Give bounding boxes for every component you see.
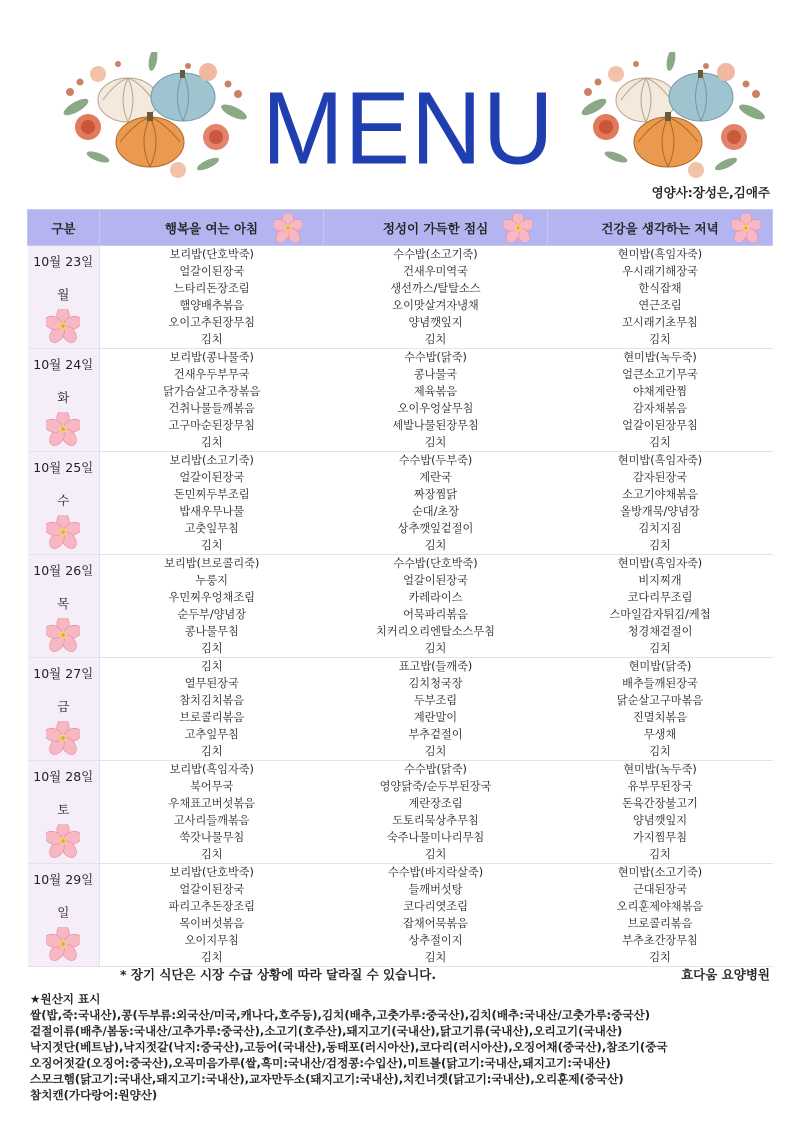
menu-item: 고사리들깨볶음 — [173, 814, 250, 827]
menu-item: 배추들깨된장국 — [622, 677, 698, 690]
lunch-cell — [324, 452, 548, 555]
menu-item: 돈민찌두부조림 — [173, 488, 250, 501]
menu-item: 북어무국 — [190, 780, 234, 793]
flower-icon — [732, 214, 760, 242]
menu-item: 고추잎무침 — [184, 728, 239, 741]
menu-item: 상추깻잎겉절이 — [397, 522, 474, 535]
dinner-list — [548, 555, 773, 657]
menu-table — [27, 209, 773, 967]
origin-line: 참치캔(가다랑어:원양산) — [30, 1088, 158, 1102]
menu-item: 김치 — [424, 745, 447, 758]
bouquet-right-icon — [576, 52, 768, 182]
day-date: 10월 26일 — [33, 563, 94, 578]
menu-item: 김치 — [649, 642, 671, 655]
menu-item: 감자채볶음 — [632, 402, 688, 415]
menu-item: 김치 — [424, 436, 447, 449]
menu-item: 김치 — [649, 745, 671, 758]
origin-line: 오징어젓갈(오징어:중국산),오곡미음가루(쌀,흑미:국내산/검정콩:수입산),미트볼(닭고기:국내산,돼지고기:국내산) — [30, 1056, 611, 1070]
origin-line: 겉절이류(배추/봄동:국내산/고추가루:중국산),소고기(호주산),돼지고기(국내산),닭고기류(국내산),오리고기(국내산) — [30, 1024, 623, 1038]
dinner-list — [548, 761, 773, 863]
menu-item: 얼갈이된장국 — [179, 265, 245, 278]
menu-item: 얼갈이된장국 — [403, 574, 468, 587]
dinner-header-label: 건강을 생각하는 저녁 — [601, 220, 719, 236]
menu-item: 김치 — [200, 660, 223, 673]
menu-item: 순두부/양념장 — [177, 608, 247, 621]
lunch-cell — [324, 246, 548, 349]
breakfast-cell — [100, 555, 324, 658]
menu-item: 진멸치볶음 — [632, 711, 688, 724]
menu-item: 브로콜리볶음 — [179, 711, 245, 724]
menu-item: 얼갈이된장무침 — [622, 419, 698, 432]
menu-item: 김치 — [649, 539, 671, 552]
menu-item: 수수밥(단호박죽) — [393, 557, 478, 570]
menu-item: 김치 — [649, 848, 671, 861]
menu-item: 꼬시래기초무침 — [622, 316, 698, 329]
menu-item: 보리밥(브로콜리죽) — [164, 557, 260, 570]
lunch-list — [324, 555, 548, 657]
menu-item: 느타리돈장조림 — [173, 282, 250, 295]
menu-item: 청경채겉절이 — [627, 625, 693, 638]
menu-item: 코다리엿조림 — [403, 900, 468, 913]
notice-text: * 장기 식단은 시장 수급 상황에 따라 달라질 수 있습니다. — [120, 967, 437, 982]
day-of-week: 목 — [57, 596, 70, 611]
menu-item: 비지찌개 — [638, 574, 682, 587]
menu-item: 김치청국장 — [408, 677, 463, 690]
breakfast-cell — [100, 864, 324, 967]
menu-item: 오이맛살겨자냉채 — [392, 299, 479, 312]
menu-item: 현미밥(녹두죽) — [623, 351, 697, 364]
dinner-list — [548, 658, 773, 760]
day-of-week: 일 — [57, 905, 70, 920]
day-date: 10월 29일 — [33, 872, 94, 887]
breakfast-list — [100, 246, 324, 348]
menu-item: 보리밥(단호박죽) — [169, 248, 254, 261]
lunch-cell — [324, 555, 548, 658]
lunch-cell — [324, 864, 548, 967]
menu-item: 카레라이스 — [408, 591, 463, 604]
day-row — [28, 658, 773, 761]
dinner-cell — [548, 246, 773, 349]
menu-item: 소고기야채볶음 — [622, 488, 698, 501]
menu-item: 김치 — [200, 848, 223, 861]
menu-item: 들깨버섯탕 — [408, 883, 463, 896]
menu-item: 잡채어묵볶음 — [403, 917, 468, 930]
menu-item: 수수밥(닭죽) — [404, 351, 467, 364]
day-cell — [28, 658, 100, 761]
breakfast-cell — [100, 452, 324, 555]
menu-item: 건취나물들깨볶음 — [168, 402, 255, 415]
menu-item: 가지찜무침 — [632, 831, 688, 844]
day-of-week: 수 — [57, 493, 70, 508]
flower-icon — [46, 927, 80, 961]
menu-item: 상추절이지 — [408, 934, 463, 947]
menu-item: 야채계란찜 — [632, 385, 688, 398]
menu-item: 건새우두부무국 — [173, 368, 250, 381]
menu-item: 계란말이 — [413, 711, 458, 724]
menu-item: 닭순살고구마볶음 — [616, 694, 704, 707]
menu-item: 보리밥(흑임자죽) — [169, 763, 254, 776]
lunch-header-label: 정성이 가득한 점심 — [382, 220, 489, 236]
origin-line: 낙지젓단(베트남),낙지젓갈(낙지:중국산),고등어(국내산),동태포(러시아산),코다리(러시아산),오징어채(중국산),참조기(중국 — [30, 1040, 668, 1054]
breakfast-header-label: 행복을 여는 아침 — [164, 220, 259, 236]
menu-item: 보리밥(단호박죽) — [169, 866, 254, 879]
breakfast-list — [100, 349, 324, 451]
flower-icon — [46, 824, 80, 858]
menu-item: 김치지짐 — [638, 522, 682, 535]
menu-item: 김치 — [200, 333, 223, 346]
menu-item: 콩나물무침 — [184, 625, 239, 638]
menu-item: 누룽지 — [195, 574, 228, 587]
menu-item: 현미밥(소고기죽) — [617, 866, 703, 879]
lunch-list — [324, 864, 548, 966]
menu-item: 김치 — [424, 951, 447, 964]
menu-item: 숙주나물미나리무침 — [386, 831, 485, 844]
breakfast-cell — [100, 658, 324, 761]
menu-item: 우채표고버섯볶음 — [168, 797, 255, 810]
flower-icon — [504, 214, 532, 242]
lunch-cell — [324, 658, 548, 761]
lunch-list — [324, 246, 548, 348]
menu-item: 우민찌우엉채조림 — [168, 591, 255, 604]
menu-item: 김치 — [424, 333, 447, 346]
menu-item: 현미밥(닭죽) — [628, 660, 692, 673]
day-row — [28, 452, 773, 555]
menu-item: 부추초간장무침 — [622, 934, 698, 947]
flower-icon — [46, 721, 80, 755]
menu-item: 고구마순된장무침 — [168, 419, 255, 432]
menu-item: 브로콜리볶음 — [627, 917, 693, 930]
menu-item: 영양닭죽/순두부된장국 — [379, 780, 492, 793]
menu-item: 쑥갓나물무침 — [179, 831, 245, 844]
breakfast-list — [100, 864, 324, 966]
dinner-list — [548, 452, 773, 554]
menu-item: 세발나물된장무침 — [392, 419, 479, 432]
menu-item: 고춧잎무침 — [184, 522, 239, 535]
day-row — [28, 864, 773, 967]
menu-item: 근대된장국 — [632, 883, 688, 896]
menu-item: 오리훈제야채볶음 — [616, 900, 704, 913]
menu-item: 현미밥(흑임자죽) — [617, 248, 703, 261]
flower-icon — [46, 309, 80, 343]
menu-item: 김치 — [200, 951, 223, 964]
menu-item: 얼갈이된장국 — [179, 471, 245, 484]
menu-item: 열무된장국 — [184, 677, 239, 690]
menu-item: 오이지무침 — [184, 934, 239, 947]
dinner-cell — [548, 864, 773, 967]
menu-item: 참치김치볶음 — [179, 694, 245, 707]
menu-item: 오이고추된장무침 — [168, 316, 255, 329]
origin-line: 스모크햄(닭고기:국내산,돼지고기:국내산),교자만두소(돼지고기:국내산),치킨너겟(닭고기:국내산),오리훈제(중국산) — [30, 1072, 624, 1086]
origin-line: 쌀(밥,죽:국내산),콩(두부류:외국산/미국,캐나다,호주등),김치(배추,고춧가루:중국산),김치(배추:국내산/고춧가루:중국산) — [30, 1008, 651, 1022]
day-date: 10월 23일 — [33, 254, 94, 269]
menu-item: 현미밥(흑임자죽) — [617, 454, 703, 467]
menu-item: 계란장조림 — [408, 797, 463, 810]
dinner-cell — [548, 555, 773, 658]
menu-item: 김치 — [200, 745, 223, 758]
menu-item: 짜장찜닭 — [413, 488, 458, 501]
breakfast-list — [100, 555, 324, 657]
day-of-week: 금 — [57, 699, 70, 714]
day-date: 10월 24일 — [33, 357, 94, 372]
menu-item: 무생채 — [643, 728, 677, 741]
flower-icon — [274, 214, 302, 242]
lunch-list — [324, 761, 548, 863]
lunch-cell — [324, 761, 548, 864]
day-date: 10월 27일 — [33, 666, 94, 681]
dinner-list — [548, 349, 773, 451]
lunch-cell — [324, 349, 548, 452]
bouquet-left-icon — [58, 52, 250, 182]
menu-item: 오이우엉살무침 — [397, 402, 474, 415]
menu-item: 닭가슴살고추장볶음 — [163, 385, 261, 398]
menu-item: 김치 — [649, 333, 671, 346]
menu-item: 김치 — [649, 951, 671, 964]
menu-item: 연근조림 — [638, 299, 682, 312]
breakfast-list — [100, 761, 324, 863]
day-row — [28, 761, 773, 864]
lunch-list — [324, 658, 548, 760]
day-date: 10월 25일 — [33, 460, 94, 475]
menu-item: 치커리오리엔탈소스무침 — [376, 625, 495, 638]
day-row — [28, 246, 773, 349]
day-cell — [28, 246, 100, 349]
menu-item: 두부조림 — [413, 694, 458, 707]
menu-item: 올방개묵/양념장 — [620, 505, 700, 518]
column-header-day: 구분 — [28, 210, 100, 246]
menu-item: 도토리묵상추무침 — [392, 814, 479, 827]
day-date: 10월 28일 — [33, 769, 94, 784]
dietitian-label: 영양사:장성은,김애주 — [651, 185, 770, 200]
menu-item: 김치 — [200, 436, 223, 449]
column-header-breakfast — [100, 210, 324, 246]
menu-item: 스마일감자튀김/케첩 — [609, 608, 711, 621]
menu-item: 얼갈이된장국 — [179, 883, 245, 896]
table-header-row — [28, 210, 773, 246]
menu-item: 보리밥(소고기죽) — [169, 454, 254, 467]
menu-item: 한식잡채 — [638, 282, 682, 295]
breakfast-cell — [100, 349, 324, 452]
menu-item: 수수밥(소고기죽) — [393, 248, 478, 261]
menu-item: 얼큰소고기무국 — [622, 368, 698, 381]
menu-item: 표고밥(들깨죽) — [398, 660, 473, 673]
breakfast-cell — [100, 246, 324, 349]
menu-item: 목이버섯볶음 — [179, 917, 245, 930]
menu-item: 수수밥(바지락살죽) — [387, 866, 484, 879]
menu-item: 제육볶음 — [413, 385, 458, 398]
column-header-dinner — [548, 210, 773, 246]
dinner-cell — [548, 658, 773, 761]
day-cell — [28, 555, 100, 658]
menu-item: 김치 — [200, 642, 223, 655]
day-of-week: 화 — [57, 390, 70, 405]
page-title: MENU — [262, 70, 555, 186]
dinner-list — [548, 246, 773, 348]
dinner-cell — [548, 761, 773, 864]
menu-item: 김치 — [200, 539, 223, 552]
menu-item: 김치 — [424, 642, 447, 655]
hospital-name: 효다움 요양병원 — [681, 967, 770, 982]
menu-item: 순대/초장 — [412, 505, 459, 518]
menu-item: 현미밥(녹두죽) — [623, 763, 697, 776]
menu-item: 현미밥(흑임자죽) — [617, 557, 703, 570]
breakfast-cell — [100, 761, 324, 864]
menu-item: 생선까스/탈탈소스 — [390, 282, 481, 295]
menu-item: 어묵파리볶음 — [403, 608, 468, 621]
menu-item: 양념깻잎지 — [408, 316, 463, 329]
menu-item: 코다리무조림 — [627, 591, 693, 604]
column-header-lunch — [324, 210, 548, 246]
menu-item: 양념깻잎지 — [632, 814, 688, 827]
breakfast-list — [100, 452, 324, 554]
menu-item: 밥새우무나물 — [179, 505, 245, 518]
day-cell — [28, 864, 100, 967]
menu-item: 감자된장국 — [632, 471, 688, 484]
menu-item: 햄양배추볶음 — [179, 299, 245, 312]
menu-item: 계란국 — [419, 471, 452, 484]
menu-item: 수수밥(두부죽) — [398, 454, 473, 467]
dinner-cell — [548, 349, 773, 452]
dinner-cell — [548, 452, 773, 555]
breakfast-list — [100, 658, 324, 760]
menu-item: 파리고추돈장조림 — [168, 900, 255, 913]
origin-heading: ★원산지 표시 — [30, 992, 101, 1006]
flower-icon — [46, 515, 80, 549]
flower-icon — [46, 412, 80, 446]
menu-item: 우시래기해장국 — [622, 265, 698, 278]
dinner-list — [548, 864, 773, 966]
menu-item: 돈육간장불고기 — [622, 797, 698, 810]
menu-item: 건새우미역국 — [403, 265, 468, 278]
page-header — [0, 0, 800, 205]
menu-item: 김치 — [649, 436, 671, 449]
day-cell — [28, 349, 100, 452]
day-of-week: 월 — [57, 287, 70, 302]
origin-section — [30, 991, 775, 1103]
menu-item: 김치 — [424, 539, 447, 552]
day-row — [28, 555, 773, 658]
lunch-list — [324, 349, 548, 451]
lunch-list — [324, 452, 548, 554]
menu-item: 부추겉절이 — [408, 728, 463, 741]
menu-item: 수수밥(닭죽) — [404, 763, 467, 776]
day-cell — [28, 452, 100, 555]
day-cell — [28, 761, 100, 864]
menu-item: 콩나물국 — [413, 368, 458, 381]
flower-icon — [46, 618, 80, 652]
day-of-week: 토 — [57, 802, 70, 817]
menu-item: 유부무된장국 — [627, 780, 693, 793]
menu-item: 보리밥(콩나물죽) — [169, 351, 254, 364]
menu-item: 김치 — [424, 848, 447, 861]
day-row — [28, 349, 773, 452]
